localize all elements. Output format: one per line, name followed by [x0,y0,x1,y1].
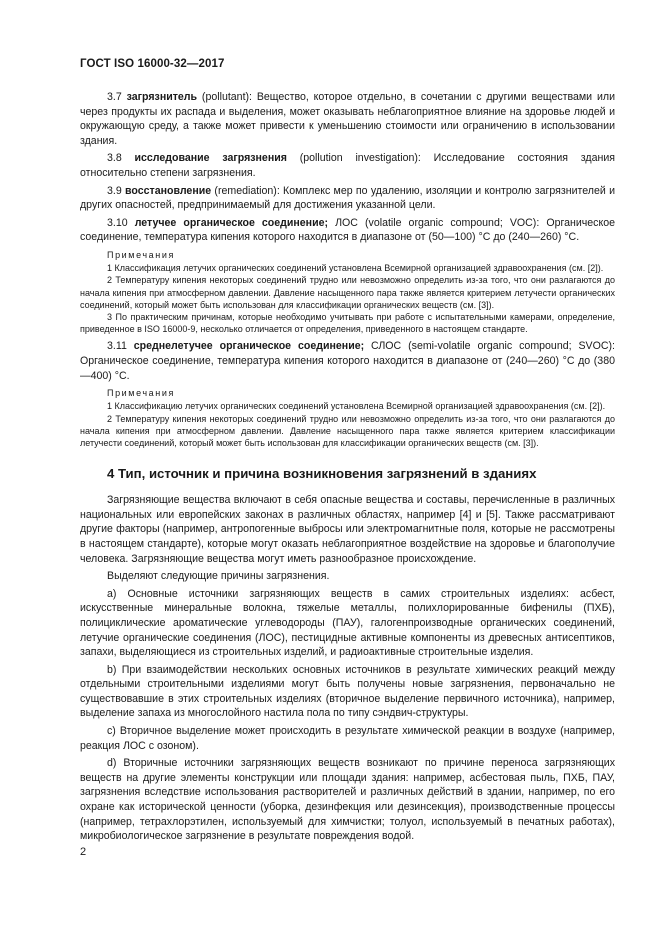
term-definition [80,90,615,148]
page-number: 2 [80,846,87,858]
term-definition [80,151,615,180]
notes-block [80,387,615,449]
notes-block [80,249,615,335]
term-number: 3.7 [107,91,122,103]
term-name: летучее органическое соединение; [134,216,329,229]
document-header: ГОСТ ISO 16000-32—2017 [80,58,225,70]
term-number: 3.11 [107,340,127,353]
body-paragraph: Выделяют следующие причины загрязнения. [107,570,330,583]
term-definition [80,184,615,213]
term-name: среднелетучее органическое соединение; [133,340,365,353]
note-item: 2 Температуру кипения некоторых соединений трудно или невозможно определить из-за того, что они разлагаются до начала кипения при атмосферном давлении. Давление насыщенного пара также является критерием классификации летучести соединений, который может быть использован для классификации органических веществ (см. [3]). [80,413,615,448]
note-item: 3 По практическим причинам, которые необходимо учитывать при работе с испытательными камерами, определение, приведенное в ISO 16000-9, несколько отличается от определения, приведенного в настоящем стандарте. [80,311,615,335]
term-number: 3.8 [107,152,122,165]
term-name: исследование загрязнения [134,152,287,165]
section-heading: 4 Тип, источник и причина возникновения загрязнений в зданиях [107,466,537,482]
body-paragraph: Загрязняющие вещества включают в себя опасные вещества и составы, перечисленные в различных национальных или европейских законах в различных областях, например [4] и [5]. Также рассматривают другие факторы (например, антропогенные выбросы или электромагнитные поля, которые не рассмотрены в настоящем стандарте), которые могут оказать неблагоприятное воздействие на здоровье и благополучие человека. Загрязняющие вещества могут иметь разнообразное происхождение. [80,494,615,565]
notes-title: Примечания [107,388,175,399]
note-item: 1 Классификация летучих органических соединений установлена Всемирной организацией здравоохранения (см. [2]). [107,263,604,274]
list-item: d) Вторичные источники загрязняющих веществ возникают по причине переноса загрязняющих веществ на другие элементы конструкции или площади здания: например, асбестовая пыль, ПХБ, ПАУ, загрязнения вследствие использования растворителей и различных действий в здании, например, по его охране как исторической ценности (уборка, дезинфекция или дезинсекция), производственные процессы (например, тетрахлорэтилен, используемый для химчистки; толуол, используемый в печатных работах), микробиологическое загрязнение в результате повреждения водой. [80,757,615,843]
note-item: 1 Классификацию летучих органических соединений установлена Всемирной организацией здравоохранения (см. [2]). [107,401,606,412]
term-number: 3.10 [107,216,128,229]
page-body [80,90,615,847]
term-text: (remediation): Комплекс мер по удалению, изоляции и контролю загрязнителей и других опасностей, предпринимаемый для достижения указанной цели. [80,184,615,212]
term-name: восстановление [125,184,212,197]
term-definition [80,216,615,245]
term-text: (pollution investigation): Исследование состояния здания относительно степени загрязнения. [80,152,615,179]
term-name: загрязнитель [126,91,198,103]
notes-title: Примечания [107,249,175,260]
term-text: ЛОС (volatile organic compound; VOC): Органическое соединение, температура кипения которого находится в диапазоне от (50—100) °С до (240—260) °С. [80,216,615,244]
term-definition [80,339,615,383]
term-text: (pollutant): Вещество, которое отдельно, в сочетании с другими веществами или через продукты их распада и выделения, может оказывать неблагоприятное влияние на здоровье людей и окружающую среду, а также может привести к уменьшению стоимости или ограничению в использовании здания. [80,91,615,147]
term-text: СЛОС (semi-volatile organic compound; SVOC): Органическое соединение, температура кипения которого находится в диапазоне от (240—260) °С до (380—400) °С. [80,340,615,382]
list-item: c) Вторичное выделение может происходить в результате химической реакции в воздухе (например, реакция ЛОС с озоном). [80,725,615,752]
term-number: 3.9 [107,184,122,197]
note-item: 2 Температуру кипения некоторых соединений трудно или невозможно определить из-за того, что они разлагаются до начала кипения при атмосферном давлении. Давление насыщенного пара также является критерием летучести органических соединений, который может быть использован для классификации органических веществ (см. [3]). [80,275,615,310]
list-item: a) Основные источники загрязняющих веществ в самих строительных изделиях: асбест, искусственные минеральные волокна, тяжелые металлы, полихлорированные бифенилы (ПХБ), полициклические ароматические углеводороды (ПАУ), галогенпроизводные органических соединений, летучие органические соединения (ЛОС), пестицидные активные компоненты из древесных антисептиков, запахи, выделяющиеся из строительных изделий, и радиоактивные строительные изделия. [80,587,615,659]
list-item: b) При взаимодействии нескольких основных источников в результате химических реакций между отдельными строительными изделиями могут быть получены новые загрязнения, первоначально не существовавшие в этих строительных изделиях (вторичное выделение первичного источника), например, выделение запаха из многослойного настила пола по типу сэндвич-структуры. [80,663,615,720]
